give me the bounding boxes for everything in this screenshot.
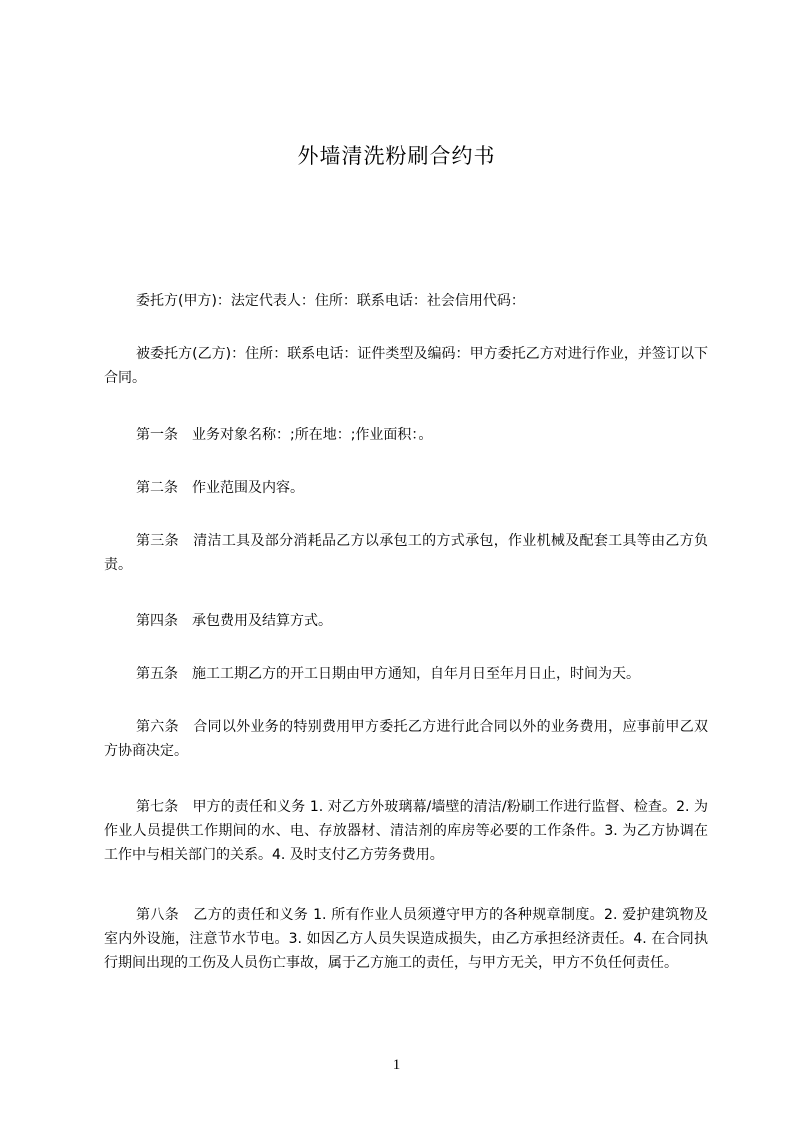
paragraph-party-b: 被委托方(乙方)：住所：联系电话：证件类型及编码：甲方委托乙方对进行作业，并签订以下合同。 <box>104 346 708 386</box>
paragraph-article-7: 第七条 甲方的责任和义务 1. 对乙方外玻璃幕/墙壁的清洁/粉刷工作进行监督、检查。2. 为作业人员提供工作期间的水、电、存放器材、清洁剂的库房等必要的工作条件。3. 为乙方协调在工作中与相关部门的关系。4. 及时支付乙方劳务费用。 <box>104 799 708 863</box>
paragraph-party-a: 委托方(甲方)：法定代表人：住所：联系电话：社会信用代码： <box>136 293 525 309</box>
document-title: 外墙清洗粉刷合约书 <box>297 144 496 168</box>
paragraph-article-2: 第二条 作业范围及内容。 <box>136 480 304 496</box>
paragraph-article-8: 第八条 乙方的责任和义务 1. 所有作业人员须遵守甲方的各种规章制度。2. 爱护建筑物及室内外设施，注意节水节电。3. 如因乙方人员失误造成损失，由乙方承担经济责任。4. 在合同执行期间出现的工伤及人员伤亡事故，属于乙方施工的责任，与甲方无关，甲方不负任何责任。 <box>104 907 708 971</box>
paragraph-article-1: 第一条 业务对象名称：;所在地：;作业面积：。 <box>136 427 433 443</box>
paragraph-article-4: 第四条 承包费用及结算方式。 <box>136 613 332 629</box>
page-number: 1 <box>392 1057 401 1073</box>
paragraph-article-3: 第三条 清洁工具及部分消耗品乙方以承包工的方式承包，作业机械及配套工具等由乙方负责。 <box>104 533 708 573</box>
paragraph-article-6: 第六条 合同以外业务的特别费用甲方委托乙方进行此合同以外的业务费用，应事前甲乙双方协商决定。 <box>104 719 708 759</box>
paragraph-article-5: 第五条 施工工期乙方的开工日期由甲方通知，自年月日至年月日止，时间为天。 <box>136 666 640 682</box>
